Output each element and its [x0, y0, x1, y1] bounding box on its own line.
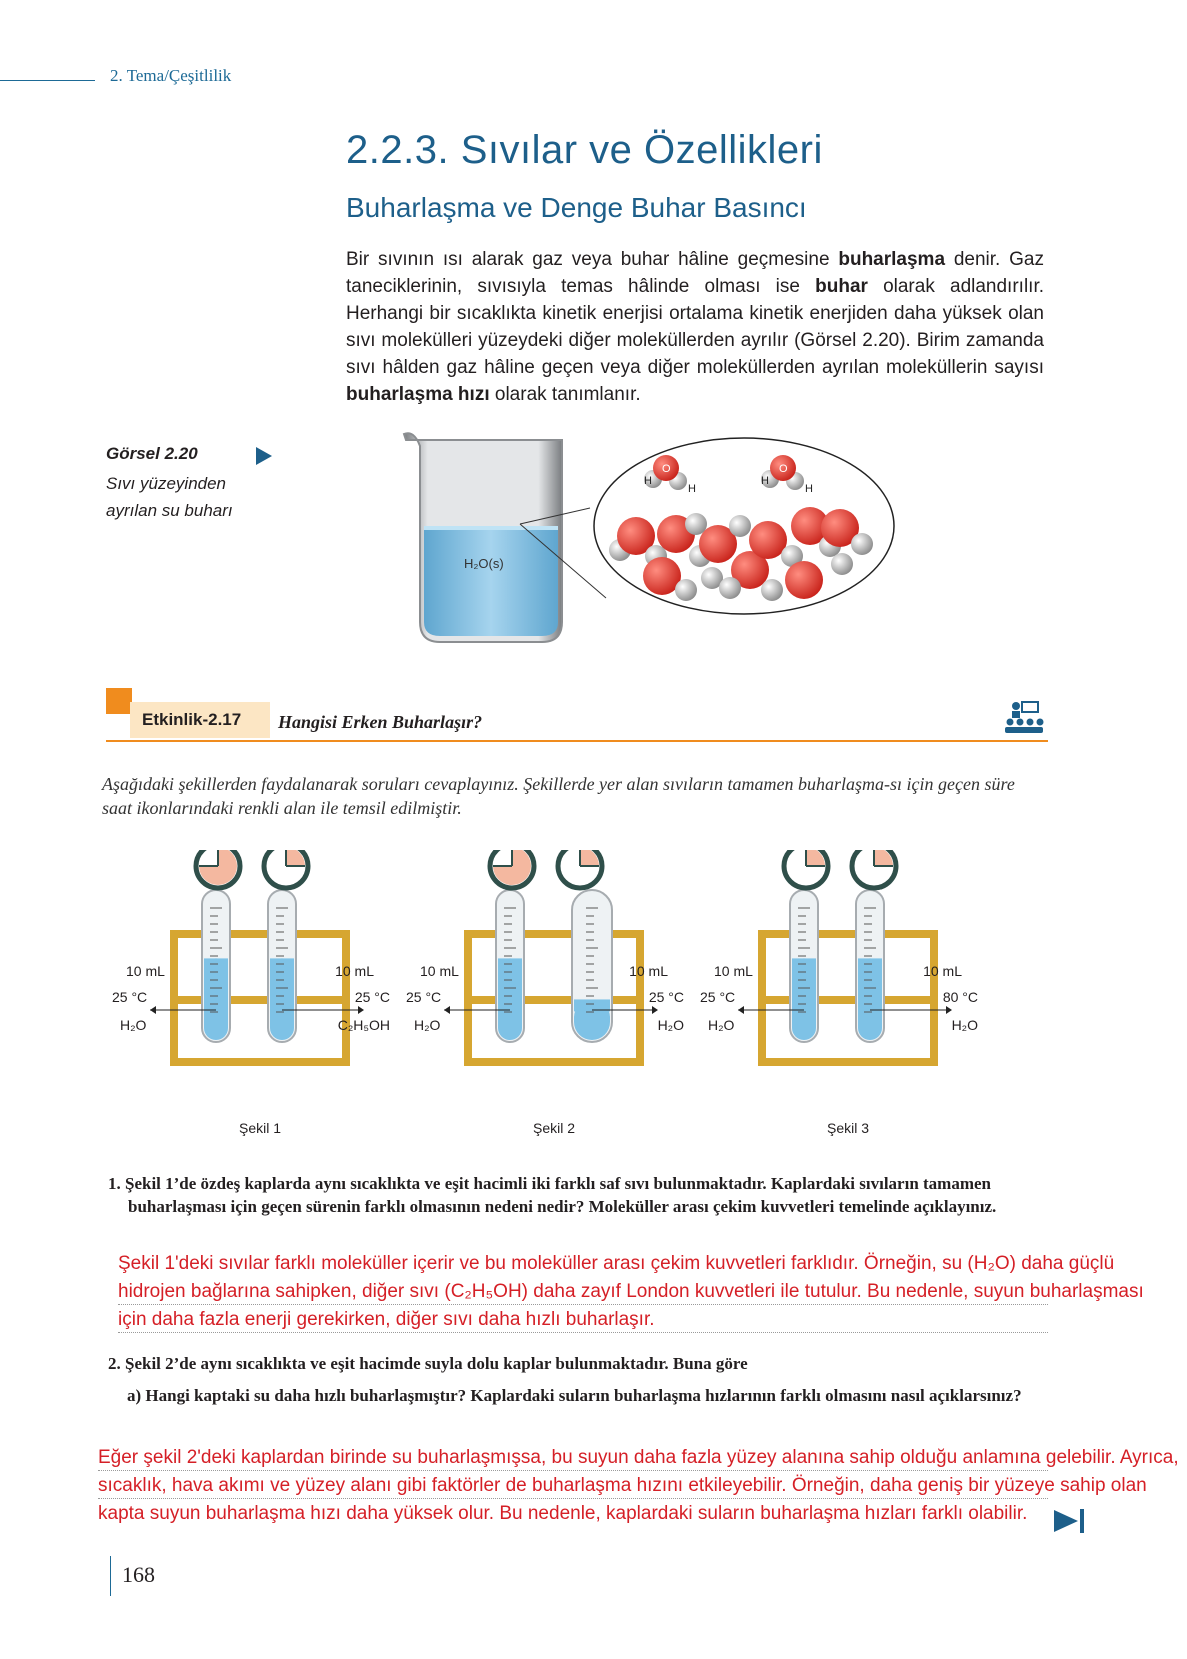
- page-subtitle: Buharlaşma ve Denge Buhar Basıncı: [346, 192, 807, 223]
- left-volume-label: 10 mL: [126, 963, 165, 979]
- test-tube: [268, 890, 296, 1042]
- svg-text:H: H: [644, 475, 652, 487]
- liquid: [498, 958, 522, 1040]
- stopwatch-icon: [851, 850, 897, 888]
- evaporation-figures: [110, 850, 1030, 1140]
- rack-top-bar: [170, 930, 350, 938]
- question-2: 2. Şekil 2’de aynı sıcaklıkta ve eşit hacimde suyla dolu kaplar bulunmaktadır. Buna göre: [108, 1354, 748, 1373]
- test-tube: [202, 890, 230, 1042]
- liquid: [858, 958, 882, 1040]
- stopwatch-icon: [783, 850, 829, 888]
- term-buharlasma: buharlaşma: [838, 249, 946, 270]
- rack-right-leg: [930, 930, 938, 1066]
- left-volume-label: 10 mL: [714, 963, 753, 979]
- term-buhar: buhar: [815, 276, 868, 297]
- figure-2: [406, 850, 684, 1136]
- activity-label: Etkinlik-2.17: [142, 710, 242, 729]
- svg-text:H: H: [761, 475, 769, 487]
- question-2a: a) Hangi kaptaki su daha hızlı buharlaşmıştır? Kaplardaki suların buharlaşma hızlarının farklı olmasını nasıl açıklarsınız?: [127, 1386, 1022, 1405]
- figure-caption-text: Sıvı yüzeyinden ayrılan su buharı: [106, 474, 233, 520]
- stopwatch-icon: [557, 850, 603, 888]
- stopwatch-icon: [263, 850, 309, 888]
- right-temp-label: 25 °C: [354, 989, 390, 1005]
- activity-rule: [106, 740, 1048, 742]
- header-rule: [0, 80, 95, 81]
- arrow-right-icon: [946, 1006, 952, 1014]
- rack-middle-bar: [464, 996, 644, 1004]
- figure-1: [112, 850, 390, 1136]
- beaker-label: H₂O(s): [464, 556, 504, 571]
- rack-top-bar: [464, 930, 644, 938]
- rack-bottom-bar: [758, 1058, 938, 1066]
- left-substance-label: H₂O: [708, 1017, 735, 1033]
- answer-line: [98, 1498, 1048, 1499]
- figure-caption: Şekil 2: [532, 1120, 576, 1136]
- question-1: 1. Şekil 1’de özdeş kaplarda aynı sıcaklıkta ve eşit hacimli iki farklı saf sıvı bulunmaktadır. Kaplardaki sıvıların tamamen buharlaşması için geçen sürenin farklı olmasının nedeni nedir? Moleküller arası çekim kuvvetleri temelinde açıklayınız.: [108, 1174, 997, 1216]
- svg-text:O: O: [662, 463, 671, 475]
- arrow-left-icon: [738, 1006, 744, 1014]
- arrow-right-icon: [652, 1006, 658, 1014]
- answer-2: Eğer şekil 2'deki kaplardan birinde su buharlaşmışsa, bu suyun daha fazla yüzey alanına sahip olduğu anlamına gelebilir. Ayrıca, sıcaklık, hava akımı ve yüzey alanı gibi faktörler de buharlaşma hızını etkileyebilir. Örneğin, daha geniş bir yüzeye sahip olan kapta suyun buharlaşma hızı daha yüksek olur. Bu nedenle, kaplardaki suların buharlaşma hızları farklı olabilir.: [98, 1447, 1179, 1524]
- arrow-left-icon: [150, 1006, 156, 1014]
- figure-caption-title: Görsel 2.20: [106, 444, 198, 463]
- left-temp-label: 25 °C: [406, 989, 442, 1005]
- page-number: 168: [122, 1562, 155, 1587]
- rack-left-leg: [758, 930, 766, 1066]
- stopwatch-icon: [195, 850, 241, 888]
- page-title: 2.2.3. Sıvılar ve Özellikleri: [346, 128, 823, 172]
- right-temp-label: 25 °C: [648, 989, 684, 1005]
- rack-middle-bar: [170, 996, 350, 1004]
- test-tube: [856, 890, 884, 1042]
- rack-middle-bar: [758, 996, 938, 1004]
- left-volume-label: 10 mL: [420, 963, 459, 979]
- section-header: 2. Tema/Çeşitlilik: [110, 66, 232, 85]
- play-icon[interactable]: [1052, 1508, 1086, 1534]
- right-volume-label: 10 mL: [923, 963, 962, 979]
- arrow-right-icon: [358, 1006, 364, 1014]
- term-buharlasma-hizi: buharlaşma hızı: [346, 384, 490, 405]
- rack-right-leg: [342, 930, 350, 1066]
- activity-title: Hangisi Erken Buharlaşır?: [278, 712, 483, 732]
- page-number-rule: [110, 1556, 111, 1596]
- rack-bottom-bar: [464, 1058, 644, 1066]
- svg-text:H: H: [805, 483, 813, 495]
- answer-line: [98, 1470, 1048, 1471]
- left-substance-label: H₂O: [120, 1017, 147, 1033]
- right-volume-label: 10 mL: [629, 963, 668, 979]
- answer-line: [118, 1304, 1048, 1305]
- intro-paragraph: Bir sıvının ısı alarak gaz veya buhar hâline geçmesine buharlaşma denir. Gaz taneciklerinin, sıvısıyla temas hâlinde olması ise buhar olarak adlandırılır. Herhangi bir sıcaklıkta kinetik enerjisi ortalama kinetik enerjiden daha yüksek olan sıvı molekülleri yüzeydeki diğer moleküllerden ayrılır (Görsel 2.20). Birim zamanda sıvı hâlden gaz hâline geçen veya diğer moleküllerden ayrılan moleküllerin sayısı buharlaşma hızı olarak tanımlanır.: [346, 249, 1045, 405]
- beaker-illustration: [400, 428, 940, 658]
- caption-arrow-icon: [256, 447, 272, 465]
- figure-caption: Şekil 3: [826, 1120, 870, 1136]
- right-temp-label: 80 °C: [942, 989, 978, 1005]
- group-work-icon: [1004, 700, 1044, 736]
- figure-3: [700, 850, 978, 1136]
- right-substance-label: H₂O: [951, 1017, 978, 1033]
- answer-1: Şekil 1'deki sıvılar farklı moleküller içerir ve bu moleküller arası çekim kuvvetleri farklıdır. Örneğin, su (H₂O) daha güçlü hidrojen bağlarına sahipken, diğer sıvı (C₂H₅OH) daha zayıf London kuvvetleri ile tutulur. Bu nedenle, suyun buharlaşması için daha fazla enerji gerekirken, diğer sıvı daha hızlı buharlaşır.: [118, 1253, 1144, 1330]
- test-tube: [496, 890, 524, 1042]
- figure-caption: Şekil 1: [238, 1120, 282, 1136]
- left-temp-label: 25 °C: [700, 989, 736, 1005]
- rack-left-leg: [464, 930, 472, 1066]
- left-substance-label: H₂O: [414, 1017, 441, 1033]
- activity-marker: [106, 688, 132, 714]
- rack-bottom-bar: [170, 1058, 350, 1066]
- test-tube: [572, 890, 612, 1042]
- svg-text:O: O: [779, 463, 788, 475]
- test-tube: [790, 890, 818, 1042]
- rack-left-leg: [170, 930, 178, 1066]
- liquid: [270, 958, 294, 1040]
- svg-text:H: H: [688, 483, 696, 495]
- right-volume-label: 10 mL: [335, 963, 374, 979]
- left-temp-label: 25 °C: [112, 989, 148, 1005]
- rack-top-bar: [758, 930, 938, 938]
- right-substance-label: H₂O: [657, 1017, 684, 1033]
- rack-right-leg: [636, 930, 644, 1066]
- stopwatch-icon: [489, 850, 535, 888]
- arrow-left-icon: [444, 1006, 450, 1014]
- activity-instructions: Aşağıdaki şekillerden faydalanarak soruları cevaplayınız. Şekillerde yer alan sıvıların tamamen buharlaşma-sı için geçen süre saat ikonlarındaki renkli alan ile temsil edilmiştir.: [102, 774, 1015, 818]
- liquid: [204, 958, 228, 1040]
- liquid: [792, 958, 816, 1040]
- answer-line: [118, 1332, 1048, 1333]
- right-substance-label: C₂H₅OH: [337, 1017, 390, 1033]
